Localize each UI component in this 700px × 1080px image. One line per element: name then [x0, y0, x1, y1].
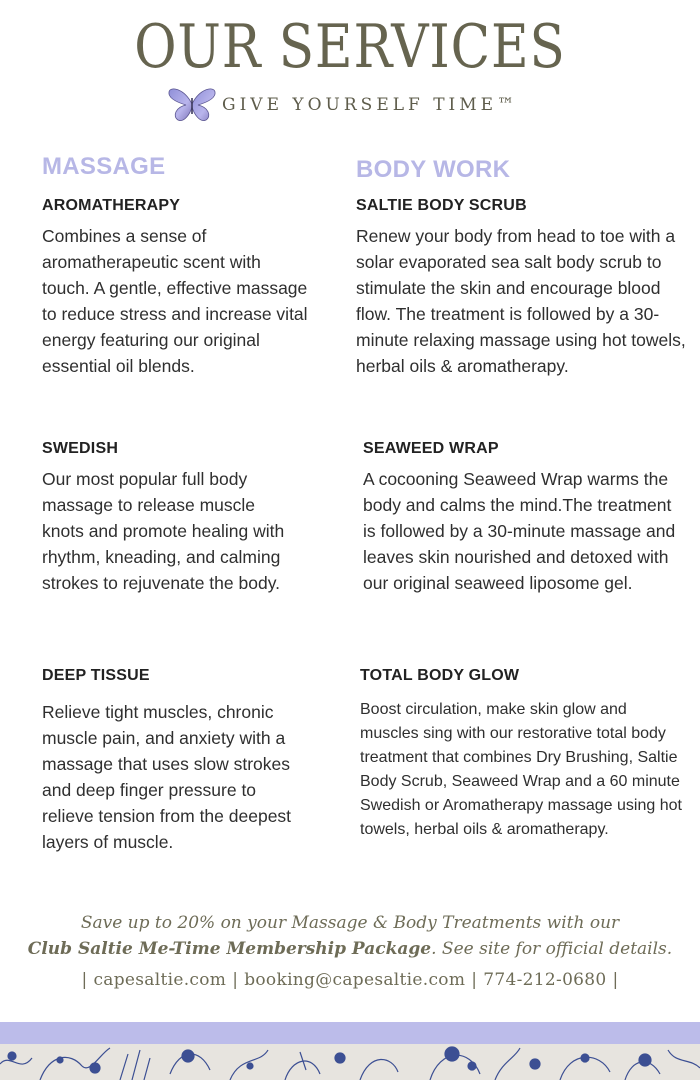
- service-title: SWEDISH: [42, 440, 119, 457]
- service-description: Renew your body from head to toe with a solar evaporated sea salt body scrub to stimulate the skin and encourage blood flow. The treatment is followed by a 30-minute relaxing massage using hot towels, herbal oils & aromatherapy.: [356, 226, 686, 376]
- lavender-band: [0, 1022, 700, 1044]
- tagline: GIVE YOURSELF TIME™: [222, 95, 519, 115]
- service-title: AROMATHERAPY: [42, 197, 181, 214]
- section-heading-massage: MASSAGE: [42, 153, 166, 180]
- tagline-row: [166, 86, 518, 124]
- service-seaweed-wrap: [363, 440, 683, 596]
- page-title: OUR SERVICES: [134, 12, 566, 82]
- promo-line-1: Save up to 20% on your Massage & Body Treatments with our: [80, 913, 620, 933]
- service-description: Relieve tight muscles, chronic muscle pain, and anxiety with a massage that uses slow strokes and deep finger pressure to relieve tension from the deepest layers of muscle.: [42, 702, 292, 852]
- service-swedish: [42, 440, 297, 596]
- service-title: SEAWEED WRAP: [363, 440, 499, 457]
- membership-promo: [0, 910, 700, 962]
- service-total-body-glow: [360, 667, 682, 842]
- service-description: Our most popular full body massage to release muscle knots and promote healing with rhythm, kneading, and calming strokes to rejuvenate the body.: [42, 469, 285, 593]
- service-title: DEEP TISSUE: [42, 667, 150, 684]
- service-description: Boost circulation, make skin glow and muscles sing with our restorative total body treatment that combines Dry Brushing, Saltie Body Scrub, Seaweed Wrap and a 60 minute Swedish or Aromatherapy massage using hot towels, herbal oils & aromatherapy.: [360, 701, 682, 838]
- service-description: A cocooning Seaweed Wrap warms the body and calms the mind.The treatment is followed by a 30-minute massage and leaves skin nourished and detoxed with our original seaweed liposome gel.: [363, 469, 676, 593]
- service-title: TOTAL BODY GLOW: [360, 667, 520, 684]
- service-description: Combines a sense of aromatherapeutic scent with touch. A gentle, effective massage to reduce stress and increase vital energy featuring our original essential oil blends.: [42, 226, 308, 376]
- service-saltie-body-scrub: [356, 197, 686, 379]
- floral-pattern-art: [0, 1044, 700, 1080]
- service-aromatherapy: [42, 197, 312, 379]
- promo-details: . See site for official details.: [431, 939, 673, 959]
- service-title: SALTIE BODY SCRUB: [356, 197, 527, 214]
- membership-package-name: Club Saltie Me-Time Membership Package: [27, 939, 432, 959]
- butterfly-icon: [166, 86, 218, 124]
- section-heading-body-work: BODY WORK: [356, 156, 511, 183]
- service-deep-tissue: [42, 667, 300, 855]
- website-link[interactable]: capesaltie.com: [93, 970, 227, 990]
- promo-line-2: [0, 936, 700, 962]
- email-link[interactable]: booking@capesaltie.com: [244, 970, 466, 990]
- contact-line: | capesaltie.com | booking@capesaltie.com | 774-212-0680 |: [81, 970, 619, 990]
- phone-number[interactable]: 774-212-0680: [483, 970, 607, 990]
- toile-pattern: [0, 1044, 700, 1080]
